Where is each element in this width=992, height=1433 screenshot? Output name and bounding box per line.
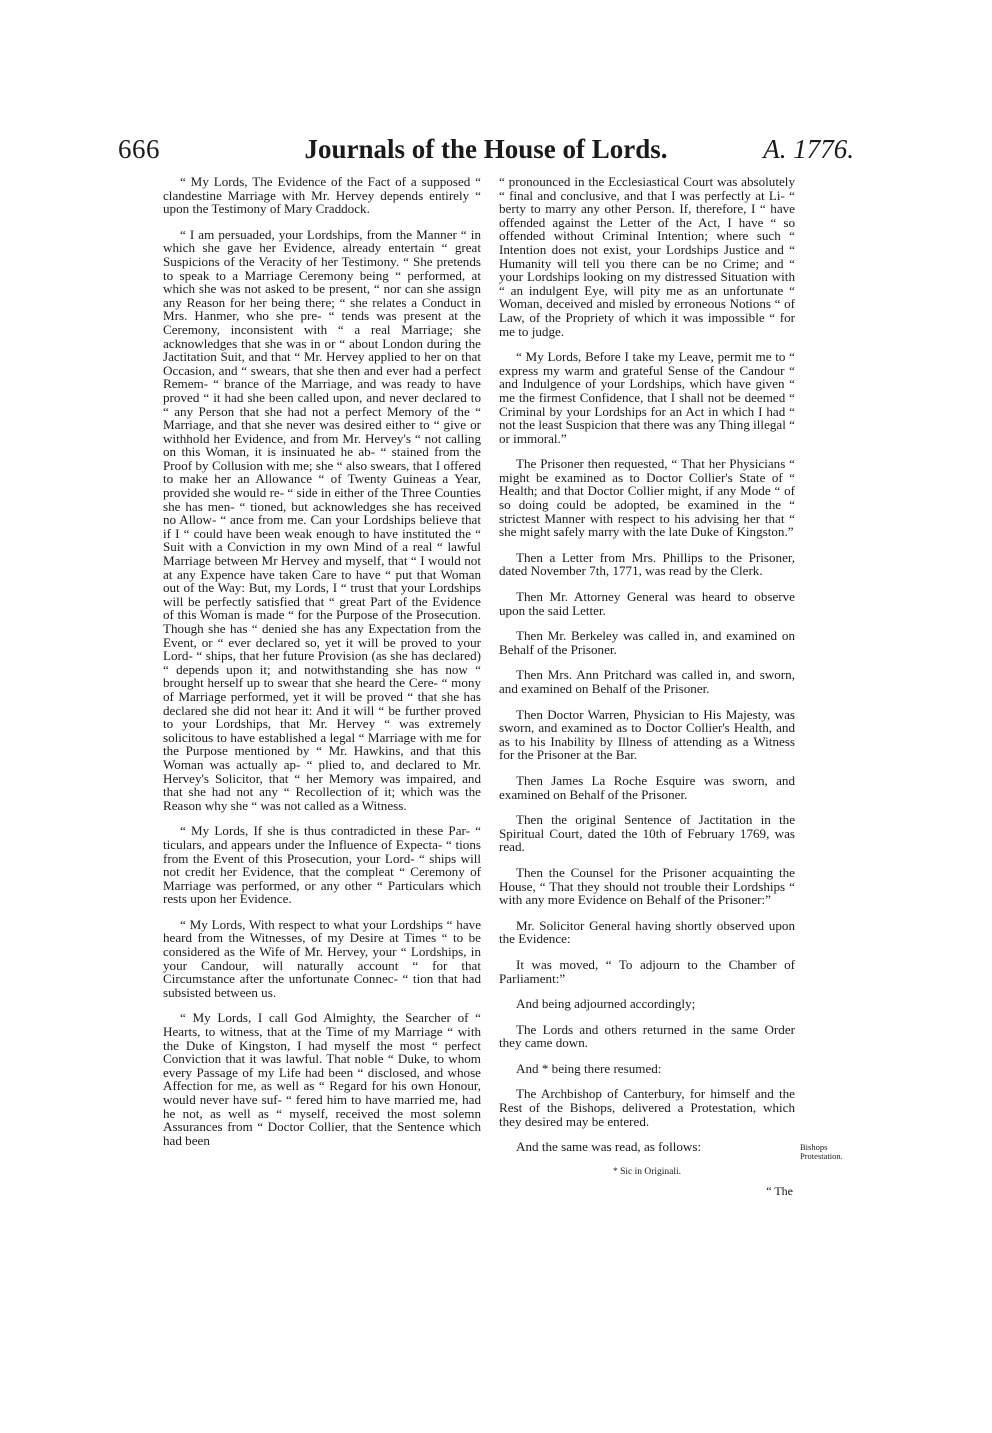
right-column bbox=[499, 175, 795, 1199]
page-header bbox=[118, 134, 854, 174]
paragraph: And being adjourned accordingly; bbox=[516, 996, 696, 1012]
paragraph: “ My Lords, I call God Almighty, the Searcher of “ Hearts, to witness, that at the Time of my Marriage “ with the Duke of Kingston, I had myself the most “ perfect Conviction that it was lawful. That noble “ Duke, to whom every Passage of my Life had been “ disclosed, and whose Affection for me, as well as “ Regard for his own Honour, would never have suf- “ fered him to have married me, had he not, as well as “ myself, received the most solemn Assurances from “ Doctor Collier, that the Sentence which had been bbox=[163, 1010, 481, 1148]
paragraph: Then Mr. Attorney General was heard to observe upon the said Letter. bbox=[499, 589, 795, 618]
paragraph: And the same was read, as follows: bbox=[516, 1139, 702, 1155]
paragraph: Then Mr. Berkeley was called in, and examined on Behalf of the Prisoner. bbox=[499, 628, 795, 657]
left-column bbox=[163, 175, 481, 1159]
paragraph: Then the original Sentence of Jactitation in the Spiritual Court, dated the 10th of February 1769, was read. bbox=[499, 812, 795, 855]
paragraph: Then the Counsel for the Prisoner acquainting the House, “ That they should not trouble their Lordships “ with any more Evidence on Behalf of the Prisoner:” bbox=[499, 864, 795, 908]
paragraph: “ My Lords, Before I take my Leave, permit me to “ express my warm and grateful Sense of the Candour “ and Indulgence of your Lordships, which have given “ me the firmest Confidence, that I shall not be deemed “ Criminal by your Lordships for an Act in which I had “ not the least Suspicion that there was any Thing illegal “ or immoral.” bbox=[499, 349, 795, 446]
paragraph: “ My Lords, With respect to what your Lordships “ have heard from the Witnesses, of my Desire at Times “ to be considered as the Wife of Mr. Hervey, your “ Lordships, in your Candour, will naturally account “ for that Circumstance after the unfortunate Connec- “ tion that had subsisted between us. bbox=[163, 916, 481, 1000]
paragraph: Then Mrs. Ann Pritchard was called in, and sworn, and examined on Behalf of the Prisoner. bbox=[499, 667, 795, 696]
paragraph: “ My Lords, The Evidence of the Fact of a supposed “ clandestine Marriage with Mr. Hervey depends entirely “ upon the Testimony of Mary Craddock. bbox=[163, 174, 481, 217]
paragraph: “ pronounced in the Ecclesiastical Court was absolutely “ final and conclusive, and that I was perfectly at Li- “ berty to marry any other Person. If, therefore, I “ have offended against the Letter of the Act, I have “ so offended without Criminal Intention; where such “ Intention does not exist, your Lordships Justice and “ Humanity will tell you there can be no Crime; and “ your Lordships looking on my distressed Situation with “ an indulgent Eye, will pity me as an unfortunate “ Woman, deceived and misled by erroneous Notions “ of Law, of the Propriety of which it was impossible “ for me to judge. bbox=[499, 174, 795, 339]
footnote: * Sic in Originali. bbox=[612, 1166, 682, 1177]
paragraph: Mr. Solicitor General having shortly observed upon the Evidence: bbox=[499, 917, 795, 947]
paragraph: The Lords and others returned in the same Order they came down. bbox=[499, 1021, 795, 1051]
catchword: “ The bbox=[766, 1184, 793, 1199]
margin-note: Bishops Protestation. bbox=[800, 1142, 843, 1161]
paragraph: Then a Letter from Mrs. Phillips to the Prisoner, dated November 7th, 1771, was read by the Clerk. bbox=[499, 549, 795, 579]
page-title: Journals of the House of Lords. bbox=[304, 134, 668, 164]
paragraph: The Archbishop of Canterbury, for himself and the Rest of the Bishops, delivered a Protestation, which they desired may be entered. bbox=[499, 1086, 795, 1129]
paragraph: And * being there resumed: bbox=[516, 1060, 662, 1076]
paragraph: The Prisoner then requested, “ That her Physicians “ might be examined as to Doctor Collier's State of “ Health; and that Doctor Collier might, if any Mode “ of so doing could be adopted, be examined in the “ strictest Manner with respect to his advising her that “ she might safely marry with the late Duke of Kingston.” bbox=[499, 456, 795, 540]
paragraph: Then James La Roche Esquire was sworn, and examined on Behalf of the Prisoner. bbox=[499, 772, 795, 802]
paragraph: “ My Lords, If she is thus contradicted in these Par- “ ticulars, and appears under the Influence of Expecta- “ tions from the Event of this Prosecution, your Lord- “ ships will not credit her Evidence, that the compleat “ Ceremony of Marriage was performed, or any other “ Particulars which rests upon her Evidence. bbox=[163, 823, 481, 907]
paragraph: It was moved, “ To adjourn to the Chamber of Parliament:” bbox=[499, 956, 795, 986]
paragraph: “ I am persuaded, your Lordships, from the Manner “ in which she gave her Evidence, already entertain “ great Suspicions of the Veracity of her Testimony. “ She pretends to speak to a Marriage Ceremony being “ performed, at which she was not asked to be present, “ nor can she assign any Reason for her being there; “ she relates a Conduct in Mrs. Hanmer, who she pre- “ tends was present at the Ceremony, inconsistent with “ a real Marriage; she acknowledges that she was in or “ about London during the Jactitation Suit, and that “ Mr. Hervey applied to her on that Occasion, and “ swears, that she then and ever had a perfect Remem- “ brance of the Marriage, and was ready to have proved “ it had she been called upon, and never declared to “ any Person that she had not a perfect Memory of the “ Marriage, and that she never was desired either to “ give or withhold her Evidence, and from Mr. Hervey's “ not calling on this Woman, it is insinuated he ab- “ stained from the Proof by Collusion with me; she “ also swears, that I offered to make her an Allowance “ of Twenty Guineas a Year, provided she would re- “ side in either of the Three Counties she has men- “ tioned, but acknowledges she has received no Allow- “ ance from me. Can your Lordships believe that if I “ could have been weak enough to have instituted the “ Suit with a Conviction in my own Mind of a real “ lawful Marriage between Mr Hervey and myself, that “ I would not at any Expence have taken Care to have “ put that Woman out of the Way: But, my Lords, I “ trust that your Lordships will be perfectly satisfied that “ great Part of the Evidence of this Woman is made “ for the Purpose of the Prosecution. Though she has “ denied she has any Expectation from the Event, or “ ever declared so, yet it will be proved to your Lord- “ ships, that her future Provision (as she has declared) “ depends upon it; and notwithstanding she has now “ brought herself up to swear that she heard the Cere- “ mony of Marriage performed, yet it will be proved “ that she has declared she did not hear it: And it will “ be further proved to your Lordships, that Mr. Hervey “ was extremely solicitous to have established a legal “ Marriage with me for the Purpose mentioned by “ Mr. Hawkins, and that this Woman was actually ap- “ plied to, and declared to Mr. Hervey's Solicitor, that “ her Memory was impaired, and that she had not any “ Recollection of it; which was the Reason why she “ was not called as a Witness. bbox=[163, 226, 481, 813]
page-number: 666 bbox=[118, 134, 160, 164]
paragraph: Then Doctor Warren, Physician to His Majesty, was sworn, and examined as to Doctor Collier's Health, and as to his Inability by Illness of attending as a Witness for the Prisoner at the Bar. bbox=[499, 706, 795, 763]
page-year: A. 1776. bbox=[763, 134, 854, 164]
